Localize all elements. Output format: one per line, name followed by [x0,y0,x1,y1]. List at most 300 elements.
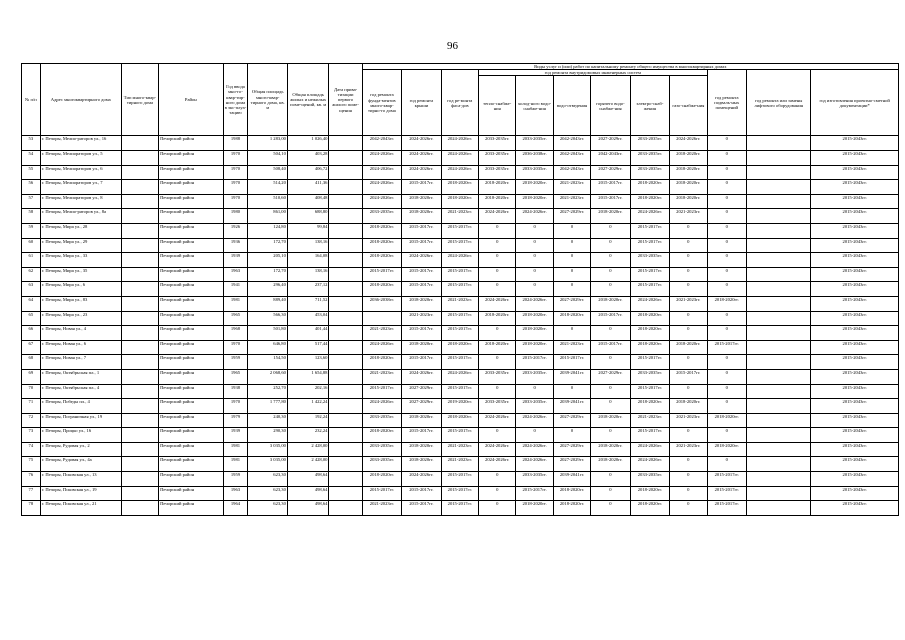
row-cold-water: 2018-2020гг. [516,501,553,516]
row-year-built: 1926 [223,223,248,238]
table-row [22,501,899,516]
row-privatization-date [329,326,362,341]
row-foundation: 2033-2035гг. [362,209,401,224]
row-privatization-date [329,369,362,384]
row-address: г. Печоры, Новая ул., 7 [40,355,121,370]
row-basement: 2015-2017гг. [707,340,746,355]
row-elevator [746,428,810,443]
row-living-area: 498,64 [287,501,329,516]
row-sewer: 0 [553,384,590,399]
row-heat: 0 [479,428,516,443]
row-electric: 2018-2020гг. [630,399,669,414]
row-hot-water: 2027-2029гг. [591,165,630,180]
row-total-area: 252,70 [248,384,287,399]
row-electric: 2024-2026гг. [630,442,669,457]
row-cold-water: 2015-2017гг. [516,486,553,501]
row-facade: 2018-2020гг. [441,413,478,428]
row-facade: 2019-2020гг. [441,399,478,414]
row-total-area: 2 068,60 [248,369,287,384]
row-number: 70 [22,384,41,399]
row-hot-water: 0 [591,501,630,516]
row-district: Печорский район [159,369,223,384]
row-design-docs: 2015-2043гг. [811,180,899,195]
row-year-built: 1970 [223,151,248,166]
row-gas: 0 [670,326,707,341]
row-design-docs: 2015-2043гг. [811,311,899,326]
row-facade: 2015-2017гг. [441,486,478,501]
row-cold-water: 2033-2035гг. [516,165,553,180]
row-basement: 0 [707,209,746,224]
row-sewer: 0 [553,428,590,443]
row-roof: 2027-2029гг. [402,384,441,399]
row-electric: 2024-2026гг. [630,296,669,311]
row-roof: 2024-2026гг. [402,253,441,268]
row-living-area: 164,08 [287,253,329,268]
row-roof: 2024-2026гг. [402,369,441,384]
row-privatization-date [329,457,362,472]
row-sewer: 0 [553,282,590,297]
row-living-area: 99,84 [287,223,329,238]
row-roof: 2021-2023гг. [402,311,441,326]
row-foundation: 2024-2026гг. [362,180,401,195]
row-basement: 0 [707,194,746,209]
row-gas: 2018-2020гг. [670,151,707,166]
row-electric: 2033-2035гг. [630,136,669,151]
row-design-docs: 2015-2043гг. [811,413,899,428]
header-basement: год ремонта подваль-ных помещений [707,70,746,136]
row-roof: 2027-2029гг. [402,399,441,414]
row-basement: 0 [707,238,746,253]
header-engineering-group: год ремонта внутридомовых инженерных систем [479,70,708,76]
row-house-type [121,282,158,297]
row-sewer: 2039-2041гг. [553,399,590,414]
row-cold-water: 2033-2035гг. [516,136,553,151]
row-privatization-date [329,399,362,414]
row-number: 62 [22,267,41,282]
row-privatization-date [329,194,362,209]
header-electric: электро-снаб-жения [630,76,669,136]
row-facade: 2024-2026гг. [441,136,478,151]
row-house-type [121,501,158,516]
row-address: г. Печоры, Псковская ул., 21 [40,501,121,516]
row-hot-water: 2018-2020гг. [591,296,630,311]
row-house-type [121,194,158,209]
row-electric: 2015-2017гг. [630,238,669,253]
row-basement: 0 [707,428,746,443]
row-design-docs: 2015-2043гг. [811,501,899,516]
row-living-area: 192,24 [287,413,329,428]
table-row [22,355,899,370]
row-basement: 0 [707,399,746,414]
row-district: Печорский район [159,282,223,297]
row-electric: 2015-2017гг. [630,223,669,238]
row-roof: 2018-2020гг. [402,209,441,224]
row-foundation: 2024-2026гг. [362,399,401,414]
row-facade: 2015-2017гг. [441,384,478,399]
row-design-docs: 2015-2043гг. [811,340,899,355]
row-privatization-date [329,165,362,180]
row-number: 66 [22,326,41,341]
row-hot-water: 0 [591,238,630,253]
table-row [22,223,899,238]
row-living-area: 232,24 [287,428,329,443]
row-privatization-date [329,472,362,487]
row-hot-water: 0 [591,399,630,414]
row-year-built: 1970 [223,165,248,180]
row-heat: 2033-2035гг. [479,399,516,414]
row-design-docs: 2015-2043гг. [811,355,899,370]
row-district: Печорский район [159,428,223,443]
row-foundation: 2021-2023гг. [362,369,401,384]
table-row [22,209,899,224]
row-electric: 2033-2035гг. [630,369,669,384]
row-elevator [746,194,810,209]
row-district: Печорский район [159,296,223,311]
header-roof: год ремонта крыши [402,70,441,136]
row-elevator [746,384,810,399]
row-electric: 2018-2020гг. [630,501,669,516]
header-design-docs: год изготовления проектно-сметной документации* [811,70,899,136]
table-row [22,399,899,414]
row-foundation: 2042-2043гг. [362,136,401,151]
row-roof: 2015-2017гг. [402,501,441,516]
row-gas: 2021-2023гг. [670,442,707,457]
row-sewer: 2021-2023гг. [553,340,590,355]
row-privatization-date [329,253,362,268]
row-facade: 2021-2023гг. [441,209,478,224]
row-foundation: 2033-2035гг. [362,413,401,428]
row-house-type [121,136,158,151]
row-design-docs: 2015-2043гг. [811,442,899,457]
row-hot-water: 2018-2020гг. [591,457,630,472]
row-cold-water: 2024-2026гг. [516,296,553,311]
row-year-built: 1963 [223,267,248,282]
row-number: 56 [22,180,41,195]
row-roof: 2018-2020гг. [402,413,441,428]
row-foundation: 2036-2038гг. [362,296,401,311]
table-row [22,369,899,384]
row-cold-water: 2024-2026гг. [516,442,553,457]
row-total-area: 646,80 [248,340,287,355]
row-total-area: 508,40 [248,165,287,180]
row-cold-water: 2018-2020гг. [516,340,553,355]
row-living-area: 123,60 [287,355,329,370]
row-gas: 2015-2017гг. [670,369,707,384]
row-district: Печорский район [159,209,223,224]
row-year-built: 1936 [223,238,248,253]
row-privatization-date [329,384,362,399]
row-gas: 0 [670,457,707,472]
row-roof: 2015-2017гг. [402,223,441,238]
row-district: Печорский район [159,136,223,151]
row-living-area: 711,52 [287,296,329,311]
row-heat: 2018-2020гг. [479,194,516,209]
row-district: Печорский район [159,413,223,428]
row-house-type [121,165,158,180]
row-total-area: 889,40 [248,296,287,311]
row-elevator [746,442,810,457]
row-district: Печорский район [159,355,223,370]
table-row [22,384,899,399]
row-design-docs: 2015-2043гг. [811,136,899,151]
row-heat: 2024-2026гг. [479,442,516,457]
row-hot-water: 0 [591,486,630,501]
row-design-docs: 2015-2043гг. [811,326,899,341]
table-row [22,311,899,326]
row-sewer: 0 [553,326,590,341]
row-address: г. Печоры, Мира ул., 35 [40,267,121,282]
row-design-docs: 2015-2043гг. [811,194,899,209]
header-living-area: Общая площадь жилых и нежилых поме-щений, кв. м [287,64,329,136]
row-district: Печорский район [159,311,223,326]
row-foundation: 2015-2017гг. [362,384,401,399]
row-address: г. Печоры, Новая ул., 4 [40,326,121,341]
row-total-area: 1 777,80 [248,399,287,414]
header-heat: тепло-снабже-ния [479,76,516,136]
row-hot-water: 0 [591,355,630,370]
row-privatization-date [329,136,362,151]
row-heat: 2018-2020гг. [479,340,516,355]
header-facade: год ре-монта фаса-дов [441,70,478,136]
row-number: 71 [22,399,41,414]
row-living-area: 202,16 [287,384,329,399]
row-house-type [121,238,158,253]
header-house-type: Тип много-квар-тирного дома [121,64,158,136]
row-sewer: 2027-2029гг. [553,209,590,224]
row-cold-water: 2033-2035гг. [516,399,553,414]
row-gas: 2018-2020гг. [670,340,707,355]
row-address: г. Печоры, Новая ул., 6 [40,340,121,355]
row-facade: 2015-2017гг. [441,267,478,282]
row-roof: 2024-2026гг. [402,136,441,151]
row-house-type [121,267,158,282]
row-design-docs: 2015-2043гг. [811,223,899,238]
row-gas: 0 [670,472,707,487]
row-sewer: 0 [553,223,590,238]
row-number: 63 [22,282,41,297]
row-elevator [746,180,810,195]
row-roof: 2015-2017гг. [402,355,441,370]
row-privatization-date [329,267,362,282]
row-sewer: 2027-2029гг. [553,442,590,457]
row-living-area: 2 428,00 [287,442,329,457]
row-year-built: 1988 [223,136,248,151]
row-basement: 0 [707,267,746,282]
row-basement: 2018-2020гг. [707,442,746,457]
row-sewer: 2027-2029гг. [553,457,590,472]
row-hot-water: 2015-2017гг. [591,194,630,209]
row-year-built: 1970 [223,340,248,355]
row-sewer: 2021-2023гг. [553,194,590,209]
row-year-built: 1981 [223,296,248,311]
row-living-area: 1 422,24 [287,399,329,414]
row-privatization-date [329,151,362,166]
row-facade: 2021-2023гг. [441,457,478,472]
row-heat: 2018-2020гг. [479,311,516,326]
row-number: 73 [22,428,41,443]
row-elevator [746,355,810,370]
row-year-built: 1970 [223,180,248,195]
row-house-type [121,151,158,166]
row-design-docs: 2015-2043гг. [811,457,899,472]
page-number: 96 [447,40,458,52]
row-year-built: 1959 [223,472,248,487]
row-gas: 0 [670,355,707,370]
row-year-built: 1959 [223,355,248,370]
row-hot-water: 0 [591,326,630,341]
header-address: Адрес многоквартирного дома [40,64,121,136]
row-district: Печорский район [159,267,223,282]
row-heat: 0 [479,355,516,370]
row-basement: 2015-2017гг. [707,486,746,501]
row-privatization-date [329,311,362,326]
row-gas: 2021-2023гг. [670,209,707,224]
row-year-built: 1939 [223,253,248,268]
row-elevator [746,326,810,341]
row-address: г. Печоры, Мира ул., 23 [40,311,121,326]
row-sewer: 0 [553,238,590,253]
row-living-area: 498,64 [287,486,329,501]
row-foundation: 2024-2026гг. [362,165,401,180]
row-elevator [746,311,810,326]
row-foundation: 2024-2026гг. [362,151,401,166]
row-house-type [121,472,158,487]
row-hot-water: 0 [591,267,630,282]
row-privatization-date [329,238,362,253]
row-year-built: 1980 [223,209,248,224]
row-sewer: 2039-2041гг. [553,472,590,487]
row-elevator [746,267,810,282]
row-foundation: 2018-2020гг. [362,428,401,443]
row-roof: 2015-2017гг. [402,486,441,501]
row-facade: 2015-2017гг. [441,501,478,516]
row-house-type [121,384,158,399]
row-privatization-date [329,355,362,370]
row-house-type [121,253,158,268]
row-gas: 0 [670,282,707,297]
row-foundation: 2021-2023гг. [362,326,401,341]
row-roof: 2015-2017гг. [402,267,441,282]
row-district: Печорский район [159,326,223,341]
row-cold-water: 2018-2020гг. [516,194,553,209]
row-design-docs: 2015-2043гг. [811,151,899,166]
row-year-built: 1979 [223,413,248,428]
row-cold-water: 0 [516,238,553,253]
row-electric: 2015-2017гг. [630,428,669,443]
table-row [22,165,899,180]
row-privatization-date [329,442,362,457]
row-address: г. Печоры, Пограничная ул., 19 [40,413,121,428]
row-total-area: 623,30 [248,472,287,487]
row-design-docs: 2015-2043гг. [811,209,899,224]
row-living-area: 517,44 [287,340,329,355]
row-privatization-date [329,209,362,224]
row-address: г. Печоры, Рудовая ул., 4а [40,457,121,472]
row-total-area: 510,60 [248,194,287,209]
row-number: 74 [22,442,41,457]
row-number: 55 [22,165,41,180]
row-gas: 0 [670,486,707,501]
row-facade: 2018-2020гг. [441,340,478,355]
table-row [22,340,899,355]
row-basement: 0 [707,369,746,384]
table-row [22,194,899,209]
row-year-built: 1963 [223,486,248,501]
row-heat: 0 [479,501,516,516]
row-sewer: 2018-2020гг. [553,486,590,501]
row-sewer: 2039-2041гг. [553,369,590,384]
row-total-area: 1 283,00 [248,136,287,151]
row-number: 60 [22,238,41,253]
row-house-type [121,340,158,355]
row-hot-water: 0 [591,384,630,399]
row-design-docs: 2015-2043гг. [811,238,899,253]
row-total-area: 296,40 [248,282,287,297]
row-elevator [746,165,810,180]
row-sewer: 2015-2017гг. [553,355,590,370]
header-year-built: Год ввода мно-го-квар-тир-ного дома в экс-плуа-тацию [223,64,248,136]
row-house-type [121,486,158,501]
row-number: 53 [22,136,41,151]
row-total-area: 154,50 [248,355,287,370]
row-cold-water: 0 [516,384,553,399]
row-heat: 0 [479,282,516,297]
row-address: г. Печоры, Мира ул., 28 [40,223,121,238]
row-total-area: 623,30 [248,486,287,501]
row-cold-water: 0 [516,223,553,238]
row-roof: 2015-2017гг. [402,282,441,297]
row-number: 61 [22,253,41,268]
row-cold-water: 2033-2035гг. [516,369,553,384]
row-gas: 2018-2020гг. [670,194,707,209]
row-year-built: 1981 [223,457,248,472]
row-sewer: 2018-2020гг. [553,311,590,326]
row-district: Печорский район [159,238,223,253]
row-electric: 2015-2017гг. [630,355,669,370]
row-district: Печорский район [159,501,223,516]
row-total-area: 623,30 [248,501,287,516]
row-living-area: 401,44 [287,326,329,341]
row-district: Печорский район [159,165,223,180]
row-cold-water: 2033-2035гг. [516,472,553,487]
row-elevator [746,136,810,151]
row-address: г. Печоры, Мира ул., 29 [40,238,121,253]
row-basement: 0 [707,151,746,166]
row-gas: 2024-2026гг. [670,136,707,151]
row-number: 54 [22,151,41,166]
row-design-docs: 2015-2043гг. [811,399,899,414]
row-total-area: 290,30 [248,428,287,443]
row-facade: 2024-2026гг. [441,253,478,268]
row-basement: 0 [707,253,746,268]
row-design-docs: 2015-2043гг. [811,369,899,384]
row-district: Печорский район [159,194,223,209]
row-gas: 0 [670,238,707,253]
row-privatization-date [329,428,362,443]
header-privatization-date: Дата прива-тизации первого жилого поме-щения [329,64,362,136]
row-hot-water: 0 [591,253,630,268]
capital-repair-table [21,63,899,516]
row-design-docs: 2015-2043гг. [811,165,899,180]
row-house-type [121,223,158,238]
row-elevator [746,457,810,472]
row-living-area: 408,48 [287,194,329,209]
row-roof: 2015-2017гг. [402,238,441,253]
row-living-area: 138,16 [287,267,329,282]
row-heat: 0 [479,326,516,341]
row-address: г. Печоры, Псковская ул., 19 [40,486,121,501]
row-house-type [121,442,158,457]
